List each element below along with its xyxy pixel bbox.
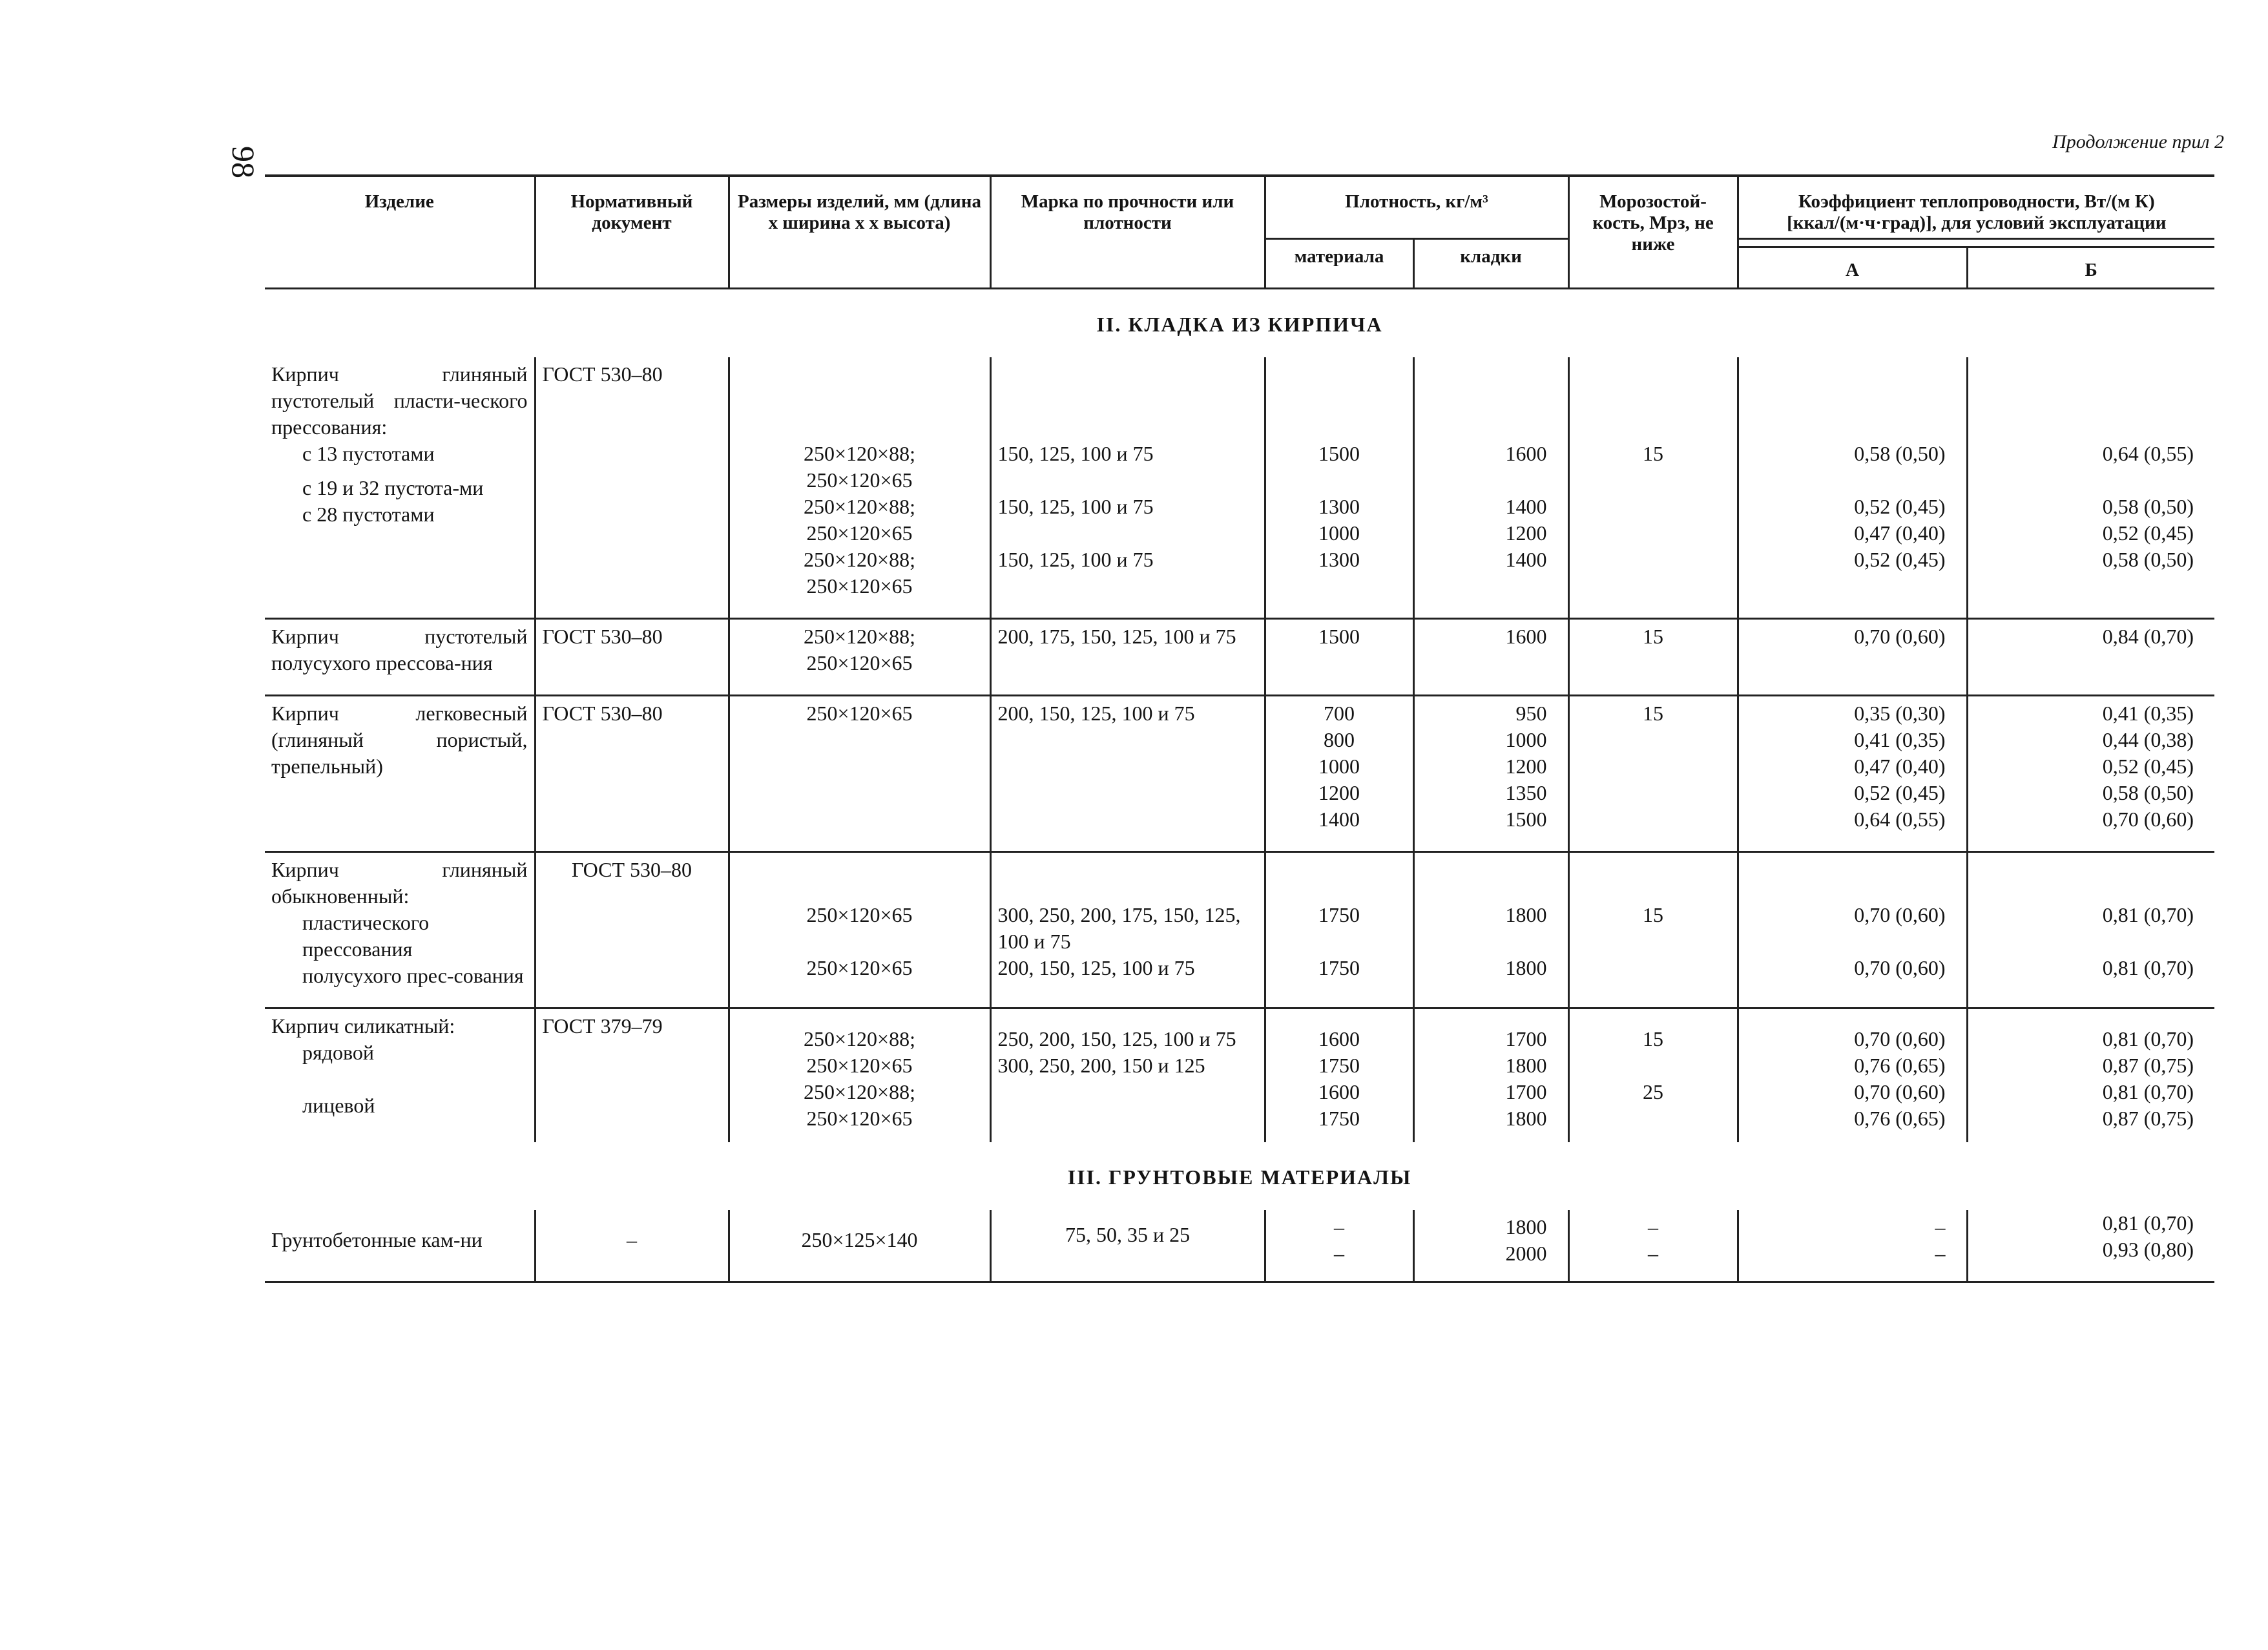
header-density-material: материала — [1265, 239, 1413, 289]
cell-grade: 300, 250, 200, 175, 150, 125, 100 и 75 200, 150, 125, 100 и 75 — [990, 852, 1265, 1008]
cell-cond-b: 0,81 (0,70) 0,81 (0,70) — [1967, 852, 2214, 1008]
cell-sizes: 250×120×88; 250×120×65 — [729, 619, 990, 696]
section-title-brick: II. КЛАДКА ИЗ КИРПИЧА — [1096, 313, 1383, 336]
header-spacer — [1738, 239, 2214, 247]
cell-sizes: 250×120×88; 250×120×65 250×120×88; 250×120×65 — [729, 1008, 990, 1143]
continuation-note: Продолжение прил 2 — [2052, 131, 2224, 152]
cell-density-masonry: 1800 1800 — [1413, 852, 1568, 1008]
cell-cond-a: 0,70 (0,60) — [1738, 619, 1967, 696]
cell-product — [265, 357, 535, 619]
cell-product: Кирпич глиняный обыкновенный: пластического прессования полусухого прес-сования — [265, 852, 535, 1008]
cell-product: Грунтобетонные кам-ни — [265, 1210, 535, 1282]
cell-density-masonry: 1800 2000 — [1413, 1210, 1568, 1282]
table-row — [265, 619, 2214, 696]
variant-label: рядовой — [302, 1041, 375, 1064]
cell-density-material: – – — [1265, 1210, 1413, 1282]
section-title-soil: III. ГРУНТОВЫЕ МАТЕРИАЛЫ — [1067, 1165, 1412, 1189]
header-norm-doc: Нормативный документ — [535, 176, 729, 289]
cell-doc: – — [535, 1210, 729, 1282]
cell-frost: 15 — [1568, 619, 1738, 696]
cell-cond-a: – – — [1738, 1210, 1967, 1282]
cell-cond-a: 0,35 (0,30) 0,41 (0,35) 0,47 (0,40) 0,52 (0,45) 0,64 (0,55) — [1738, 696, 1967, 852]
cell-sizes: 250×120×88; 250×120×65 250×120×88; 250×120×65 250×120×88; 250×120×65 — [729, 357, 990, 619]
cell-product: Кирпич силикатный: рядовой лицевой — [265, 1008, 535, 1143]
variant-label: пластического прессования — [302, 911, 430, 961]
cell-frost: – – — [1568, 1210, 1738, 1282]
table-row — [265, 357, 2214, 619]
cell-cond-b: 0,41 (0,35) 0,44 (0,38) 0,52 (0,45) 0,58 (0,50) 0,70 (0,60) — [1967, 696, 2214, 852]
header-cond-a: А — [1738, 247, 1967, 289]
cell-grade: 250, 200, 150, 125, 100 и 75 300, 250, 200, 150 и 125 — [990, 1008, 1265, 1143]
thermal-conductivity-table — [265, 174, 2214, 1283]
cell-cond-a: 0,70 (0,60) 0,76 (0,65) 0,70 (0,60) 0,76 (0,65) — [1738, 1008, 1967, 1143]
cell-density-masonry: 1600 1400 1200 1400 — [1413, 357, 1568, 619]
header-conductivity: Коэффициент теплопроводности, Вт/(м К) [ккал/(м·ч·град)], для условий эксплуатации — [1738, 176, 2214, 239]
cell-cond-b: 0,81 (0,70) 0,87 (0,75) 0,81 (0,70) 0,87 (0,75) — [1967, 1008, 2214, 1143]
cell-sizes: 250×125×140 — [729, 1210, 990, 1282]
header-grade: Марка по прочности или плотности — [990, 176, 1265, 289]
cell-cond-b: 0,84 (0,70) — [1967, 619, 2214, 696]
cell-cond-b: 0,64 (0,55) 0,58 (0,50) 0,52 (0,45) 0,58 (0,50) — [1967, 357, 2214, 619]
cell-cond-b: 0,81 (0,70) 0,93 (0,80) — [1967, 1210, 2214, 1282]
cell-density-masonry: 1600 — [1413, 619, 1568, 696]
cell-sizes: 250×120×65 250×120×65 — [729, 852, 990, 1008]
cell-product: Кирпич пустотелый полусухого прессова-ния — [265, 619, 535, 696]
variant-label: полусухого прес-сования — [302, 964, 524, 987]
header-sizes: Размеры изделий, мм (длина х ширина х х высота) — [729, 176, 990, 289]
cell-density-material: 1600 1750 1600 1750 — [1265, 1008, 1413, 1143]
cell-density-material: 700 800 1000 1200 1400 — [1265, 696, 1413, 852]
cell-grade: 200, 175, 150, 125, 100 и 75 — [990, 619, 1265, 696]
cell-grade: 150, 125, 100 и 75 150, 125, 100 и 75 150, 125, 100 и 75 — [990, 357, 1265, 619]
cell-product: Кирпич легковесный (глиняный пористый, трепельный) — [265, 696, 535, 852]
header-product: Изделие — [265, 176, 535, 289]
header-density-masonry: кладки — [1413, 239, 1568, 289]
product-title: Кирпич глиняный пустотелый пласти-ческого прессования: — [271, 362, 533, 439]
variant-label: с 28 пустотами — [302, 503, 435, 526]
page-number: 98 — [225, 146, 262, 178]
cell-sizes: 250×120×65 — [729, 696, 990, 852]
cell-doc: ГОСТ 530–80 — [535, 357, 729, 619]
cell-grade: 200, 150, 125, 100 и 75 — [990, 696, 1265, 852]
cell-doc: ГОСТ 530–80 — [535, 852, 729, 1008]
cell-doc: ГОСТ 530–80 — [535, 619, 729, 696]
variant-label: лицевой — [302, 1094, 375, 1117]
variant-label: с 13 пустотами — [302, 442, 435, 465]
table-row — [265, 1008, 2214, 1143]
table-row — [265, 696, 2214, 852]
cell-frost: 15 — [1568, 696, 1738, 852]
variant-label: с 19 и 32 пустота-ми — [302, 476, 484, 499]
cell-density-material: 1500 — [1265, 619, 1413, 696]
header-cond-b: Б — [1967, 247, 2214, 289]
cell-density-material: 1750 1750 — [1265, 852, 1413, 1008]
cell-doc: ГОСТ 530–80 — [535, 696, 729, 852]
cell-density-masonry: 950 1000 1200 1350 1500 — [1413, 696, 1568, 852]
cell-density-masonry: 1700 1800 1700 1800 — [1413, 1008, 1568, 1143]
cell-cond-a: 0,58 (0,50) 0,52 (0,45) 0,47 (0,40) 0,52 (0,45) — [1738, 357, 1967, 619]
cell-doc: ГОСТ 379–79 — [535, 1008, 729, 1143]
cell-grade: 75, 50, 35 и 25 — [990, 1210, 1265, 1282]
header-density: Плотность, кг/м³ — [1265, 176, 1568, 239]
cell-density-material: 1500 1300 1000 1300 — [1265, 357, 1413, 619]
cell-frost: 15 — [1568, 357, 1738, 619]
table-row — [265, 1210, 2214, 1282]
cell-frost: 15 — [1568, 852, 1738, 1008]
cell-frost: 15 25 — [1568, 1008, 1738, 1143]
table-row — [265, 852, 2214, 1008]
cell-cond-a: 0,70 (0,60) 0,70 (0,60) — [1738, 852, 1967, 1008]
header-frost: Морозостой-кость, Мрз, не ниже — [1568, 176, 1738, 289]
